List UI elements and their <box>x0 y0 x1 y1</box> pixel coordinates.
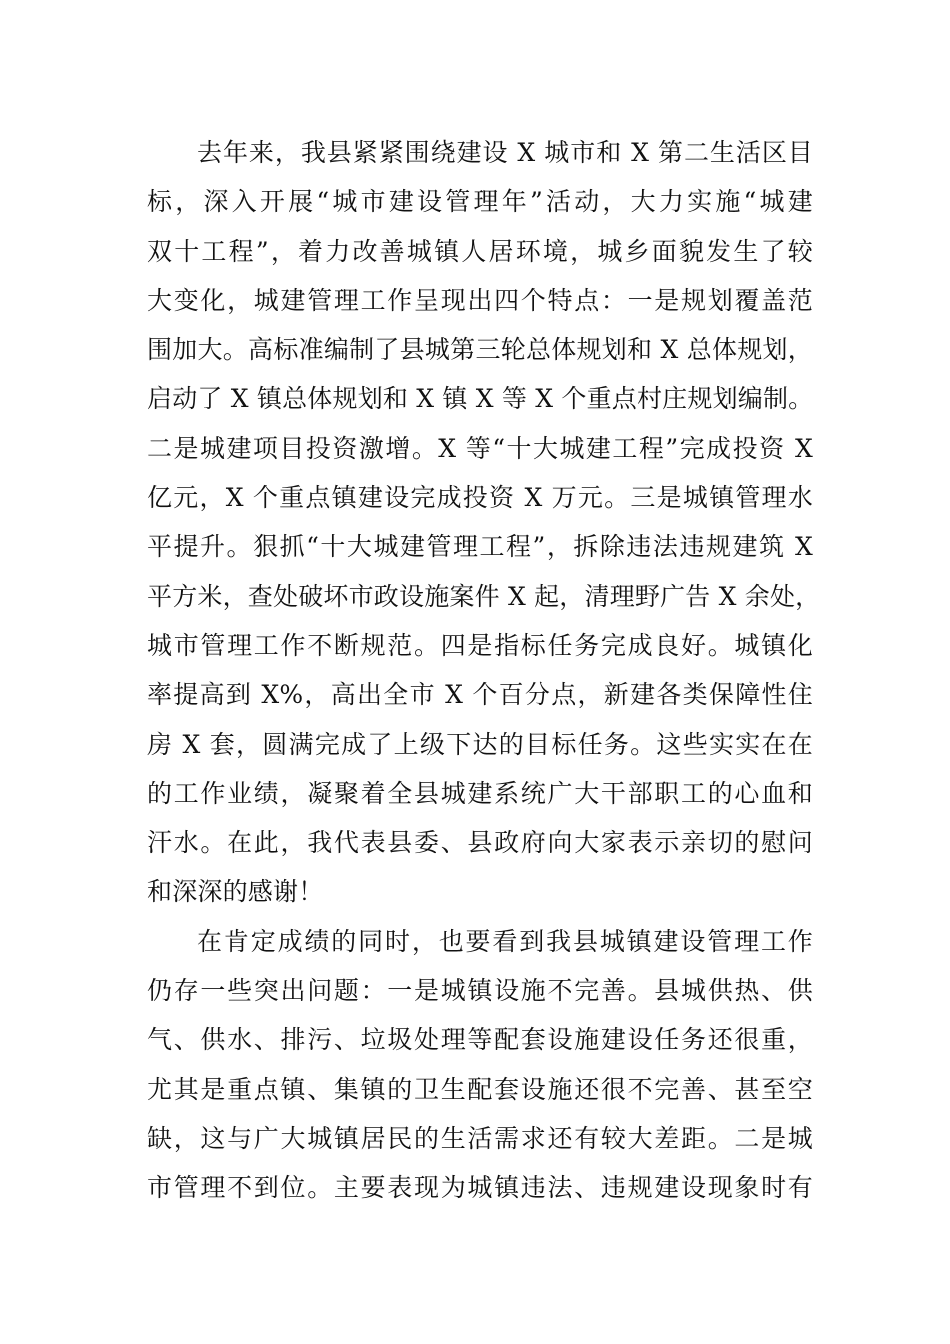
text-line: 汗水。在此，我代表县委、县政府向大家表示亲切的慰问 <box>147 828 813 858</box>
text-line: 房 X 套，圆满完成了上级下达的目标任务。这些实实在在 <box>147 729 813 759</box>
text-line: 仍存一些突出问题：一是城镇设施不完善。县城供热、供 <box>147 976 813 1006</box>
body-text <box>147 128 821 1213</box>
text-line: 在肯定成绩的同时，也要看到我县城镇建设管理工作 <box>197 926 813 956</box>
text-line: 市管理不到位。主要表现为城镇违法、违规建设现象时有 <box>147 1173 813 1203</box>
text-line: 二是城建项目投资激增。X 等“十大城建工程”完成投资 X <box>147 433 813 463</box>
text-line: 的工作业绩，凝聚着全县城建系统广大干部职工的心血和 <box>147 778 813 808</box>
text-line: 大变化，城建管理工作呈现出四个特点：一是规划覆盖范 <box>147 285 813 315</box>
text-line: 气、供水、排污、垃圾处理等配套设施建设任务还很重， <box>147 1025 813 1055</box>
text-line: 缺，这与广大城镇居民的生活需求还有较大差距。二是城 <box>147 1123 813 1153</box>
text-line: 平方米，查处破坏市政设施案件 X 起，清理野广告 X 余处， <box>147 581 821 611</box>
text-line: 标，深入开展“城市建设管理年”活动，大力实施“城建 <box>147 187 813 217</box>
text-line: 双十工程”，着力改善城镇人居环境，城乡面貌发生了较 <box>147 236 813 266</box>
text-line: 启动了 X 镇总体规划和 X 镇 X 等 X 个重点村庄规划编制。 <box>147 384 814 414</box>
text-line: 和深深的感谢！ <box>147 877 324 907</box>
text-line: 尤其是重点镇、集镇的卫生配套设施还很不完善、甚至空 <box>147 1074 813 1104</box>
text-line: 围加大。高标准编制了县城第三轮总体规划和 X 总体规划， <box>147 335 813 365</box>
text-line: 城市管理工作不断规范。四是指标任务完成良好。城镇化 <box>147 630 813 660</box>
text-line: 平提升。狠抓“十大城建管理工程”，拆除违法违规建筑 X <box>147 532 813 562</box>
text-line: 率提高到 X%，高出全市 X 个百分点，新建各类保障性住 <box>147 680 813 710</box>
text-line: 去年来，我县紧紧围绕建设 X 城市和 X 第二生活区目 <box>197 138 813 167</box>
text-line: 亿元，X 个重点镇建设完成投资 X 万元。三是城镇管理水 <box>147 483 813 513</box>
